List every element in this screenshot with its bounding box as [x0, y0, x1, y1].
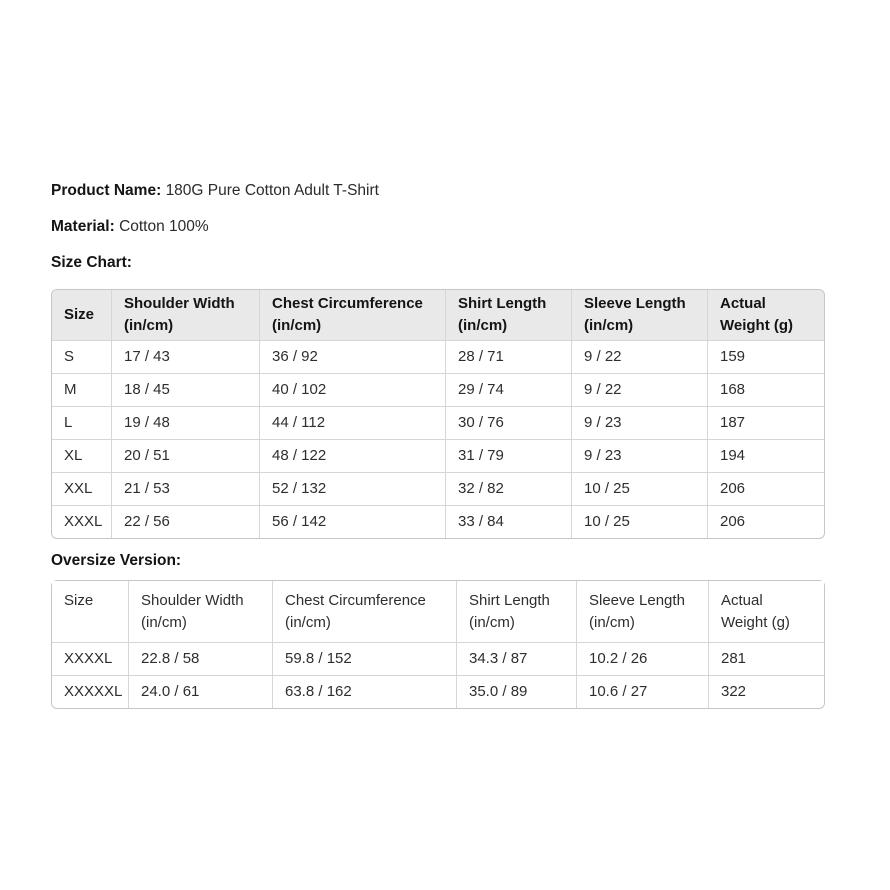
- column-header-sleeve-length: Sleeve Length (in/cm): [571, 290, 707, 340]
- cell-sleeve-length: 9 / 22: [571, 340, 707, 373]
- table-row: [52, 373, 824, 406]
- cell-shirt-length: 32 / 82: [445, 472, 571, 505]
- oversize-header-row: [52, 581, 824, 642]
- table-row: [52, 472, 824, 505]
- cell-shoulder: 22.8 / 58: [128, 642, 272, 675]
- cell-weight: 159: [707, 340, 824, 373]
- cell-chest: 56 / 142: [259, 505, 445, 538]
- cell-size: XXL: [52, 472, 111, 505]
- cell-shirt-length: 35.0 / 89: [456, 675, 576, 708]
- cell-sleeve-length: 9 / 23: [571, 406, 707, 439]
- material-value: Cotton 100%: [119, 218, 209, 235]
- oversize-version-heading: Oversize Version:: [51, 552, 182, 569]
- material-line: [51, 217, 823, 237]
- cell-shoulder: 24.0 / 61: [128, 675, 272, 708]
- cell-weight: 206: [707, 505, 824, 538]
- cell-chest: 44 / 112: [259, 406, 445, 439]
- size-chart-header-row: [52, 290, 824, 340]
- cell-weight: 187: [707, 406, 824, 439]
- cell-sleeve-length: 10.2 / 26: [576, 642, 708, 675]
- oversize-version-table: [51, 580, 825, 709]
- cell-size: XXXL: [52, 505, 111, 538]
- cell-sleeve-length: 10 / 25: [571, 472, 707, 505]
- cell-shoulder: 17 / 43: [111, 340, 259, 373]
- cell-shoulder: 19 / 48: [111, 406, 259, 439]
- product-name-value: 180G Pure Cotton Adult T-Shirt: [165, 182, 379, 199]
- cell-shoulder: 22 / 56: [111, 505, 259, 538]
- cell-sleeve-length: 9 / 22: [571, 373, 707, 406]
- cell-size: S: [52, 340, 111, 373]
- cell-size: XL: [52, 439, 111, 472]
- product-name-label: Product Name:: [51, 182, 162, 199]
- cell-weight: 194: [707, 439, 824, 472]
- cell-shirt-length: 34.3 / 87: [456, 642, 576, 675]
- column-header-chest-circumference: Chest Circumference (in/cm): [259, 290, 445, 340]
- cell-size: XXXXL: [52, 642, 128, 675]
- column-header-sleeve-length: Sleeve Length (in/cm): [576, 581, 708, 642]
- column-header-shoulder-width: Shoulder Width (in/cm): [128, 581, 272, 642]
- column-header-chest-circumference: Chest Circumference (in/cm): [272, 581, 456, 642]
- column-header-actual-weight: Actual Weight (g): [707, 290, 824, 340]
- column-header-size: Size: [52, 290, 111, 340]
- cell-chest: 63.8 / 162: [272, 675, 456, 708]
- table-row: [52, 675, 824, 708]
- cell-size: M: [52, 373, 111, 406]
- cell-shoulder: 18 / 45: [111, 373, 259, 406]
- column-header-shirt-length: Shirt Length (in/cm): [456, 581, 576, 642]
- cell-size: L: [52, 406, 111, 439]
- table-row: [52, 340, 824, 373]
- cell-weight: 206: [707, 472, 824, 505]
- column-header-shirt-length: Shirt Length (in/cm): [445, 290, 571, 340]
- cell-size: XXXXXL: [52, 675, 128, 708]
- size-chart-heading: Size Chart:: [51, 254, 132, 271]
- material-label: Material:: [51, 218, 115, 235]
- cell-shoulder: 20 / 51: [111, 439, 259, 472]
- cell-weight: 281: [708, 642, 824, 675]
- cell-shirt-length: 28 / 71: [445, 340, 571, 373]
- cell-shirt-length: 29 / 74: [445, 373, 571, 406]
- table-row: [52, 439, 824, 472]
- cell-sleeve-length: 9 / 23: [571, 439, 707, 472]
- cell-chest: 52 / 132: [259, 472, 445, 505]
- column-header-actual-weight: Actual Weight (g): [708, 581, 824, 642]
- cell-shirt-length: 30 / 76: [445, 406, 571, 439]
- size-chart-table: [51, 289, 825, 539]
- column-header-shoulder-width: Shoulder Width (in/cm): [111, 290, 259, 340]
- table-row: [52, 642, 824, 675]
- cell-shirt-length: 33 / 84: [445, 505, 571, 538]
- cell-shirt-length: 31 / 79: [445, 439, 571, 472]
- cell-weight: 168: [707, 373, 824, 406]
- table-row: [52, 406, 824, 439]
- cell-chest: 59.8 / 152: [272, 642, 456, 675]
- cell-chest: 48 / 122: [259, 439, 445, 472]
- cell-sleeve-length: 10.6 / 27: [576, 675, 708, 708]
- cell-weight: 322: [708, 675, 824, 708]
- table-row: [52, 505, 824, 538]
- cell-shoulder: 21 / 53: [111, 472, 259, 505]
- cell-chest: 36 / 92: [259, 340, 445, 373]
- product-name-line: [51, 181, 823, 201]
- cell-sleeve-length: 10 / 25: [571, 505, 707, 538]
- cell-chest: 40 / 102: [259, 373, 445, 406]
- column-header-size: Size: [52, 581, 128, 642]
